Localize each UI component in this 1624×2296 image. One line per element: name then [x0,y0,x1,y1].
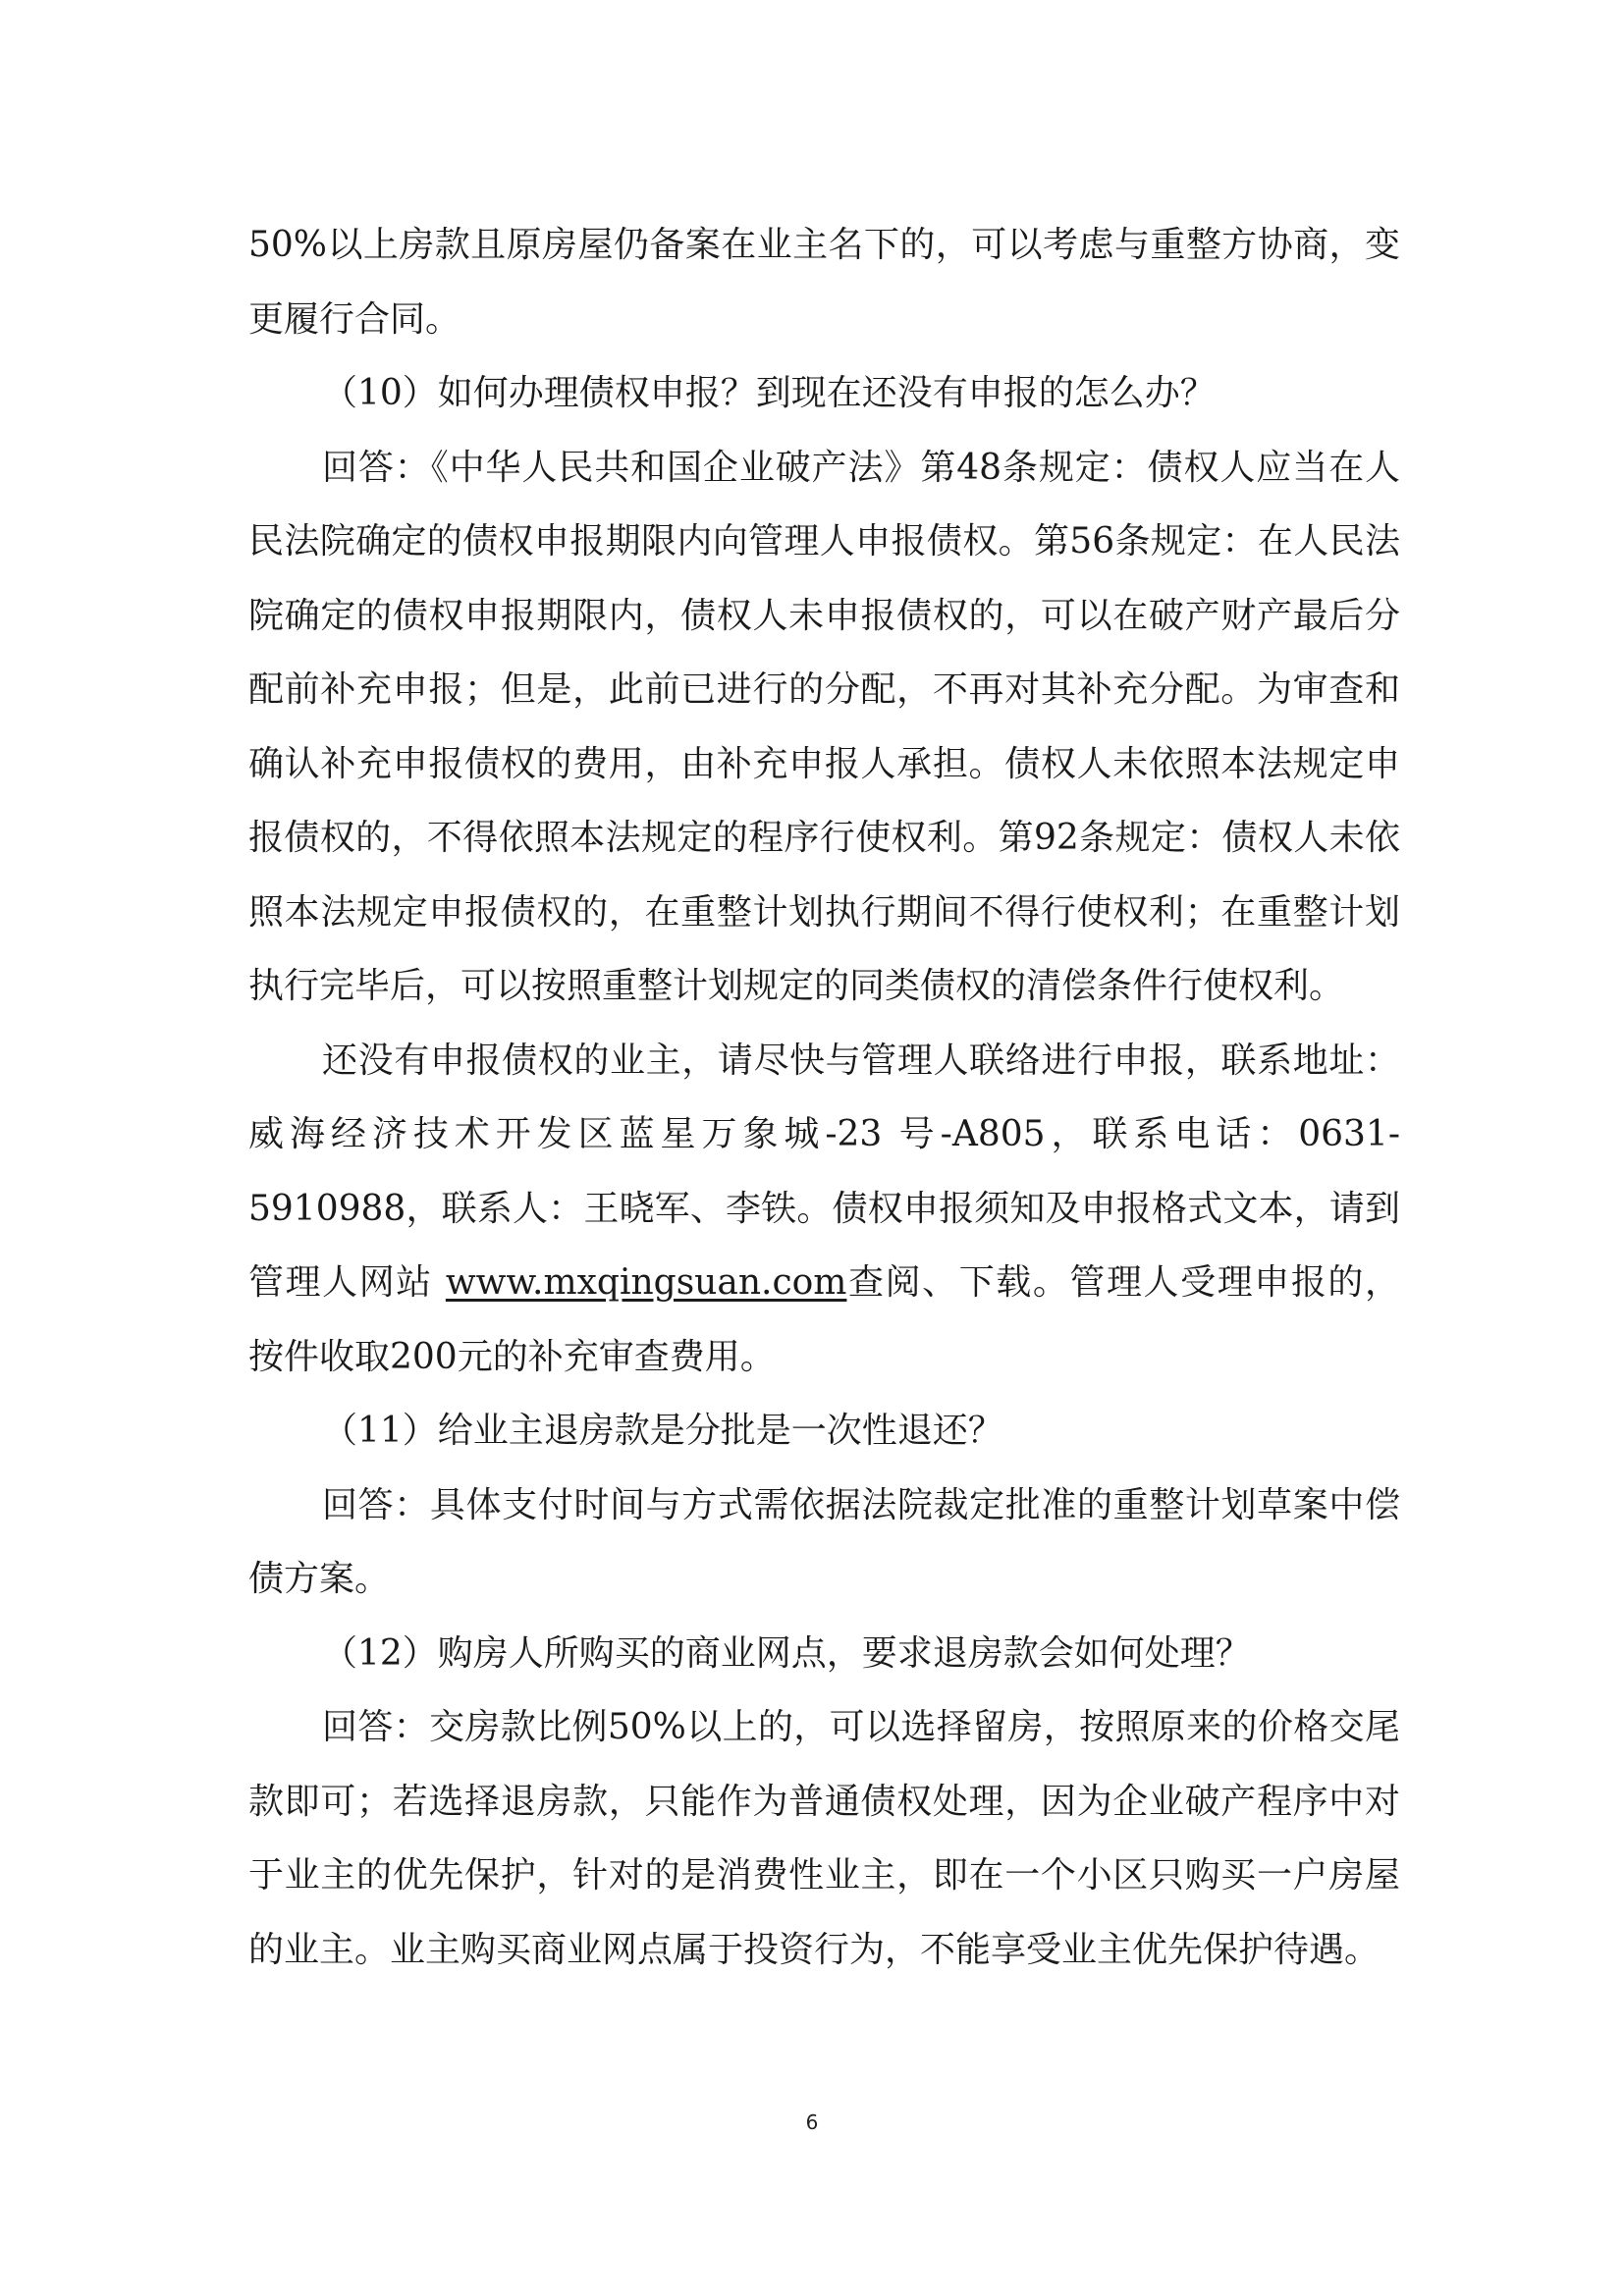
page-number: 6 [805,2110,819,2134]
contact-text-after-link: 查阅、下载。管理人受理申报的，按件收取200元的补充审查费用。 [248,1262,1400,1377]
question-10: （10）如何办理债权申报？到现在还没有申报的怎么办？ [322,373,1216,413]
answer-12: 回答：交房款比例50%以上的，可以选择留房，按照原来的价格交尾款即可；若选择退房款，只能作为普通债权处理，因为企业破产程序中对于业主的优先保护，针对的是消费性业主，即在一个小区只购买一户房屋的业主。业主购买商业网点属于投资行为，不能享受业主优先保护待遇。 [248,1707,1400,1970]
contact-text-before-link: 还没有申报债权的业主，请尽快与管理人联络进行申报，联系地址：威海经济技术开发区蓝星万象城-23 号-A805，联系电话：0631-5910988，联系人：王晓军、李铁。债权申报须知及申报格式文本，请到管理人网站 [248,1040,1400,1303]
question-11: （11）给业主退房款是分批是一次性退还？ [322,1411,1003,1451]
answer-10-contact [248,1024,1400,1395]
question-12: （12）购房人所购买的商业网点，要求退房款会如何处理？ [322,1632,1251,1674]
administrator-website-link[interactable]: www.mxqingsuan.com [445,1262,847,1303]
paragraph-continuation: 50%以上房款且原房屋仍备案在业主名下的，可以考虑与重整方协商，变更履行合同。 [248,225,1400,340]
answer-11: 回答：具体支付时间与方式需依据法院裁定批准的重整计划草案中偿债方案。 [248,1484,1400,1599]
document-body [248,208,1400,1987]
answer-10-law: 回答：《中华人民共和国企业破产法》第48条规定：债权人应当在人民法院确定的债权申报期限内向管理人申报债权。第56条规定：在人民法院确定的债权申报期限内，债权人未申报债权的，可以在破产财产最后分配前补充申报；但是，此前已进行的分配，不再对其补充分配。为审查和确认补充申报债权的费用，由补充申报人承担。债权人未依照本法规定申报债权的，不得依照本法规定的程序行使权利。第92条规定：债权人未依照本法规定申报债权的，在重整计划执行期间不得行使权利；在重整计划执行完毕后，可以按照重整计划规定的同类债权的清偿条件行使权利。 [248,447,1400,1006]
